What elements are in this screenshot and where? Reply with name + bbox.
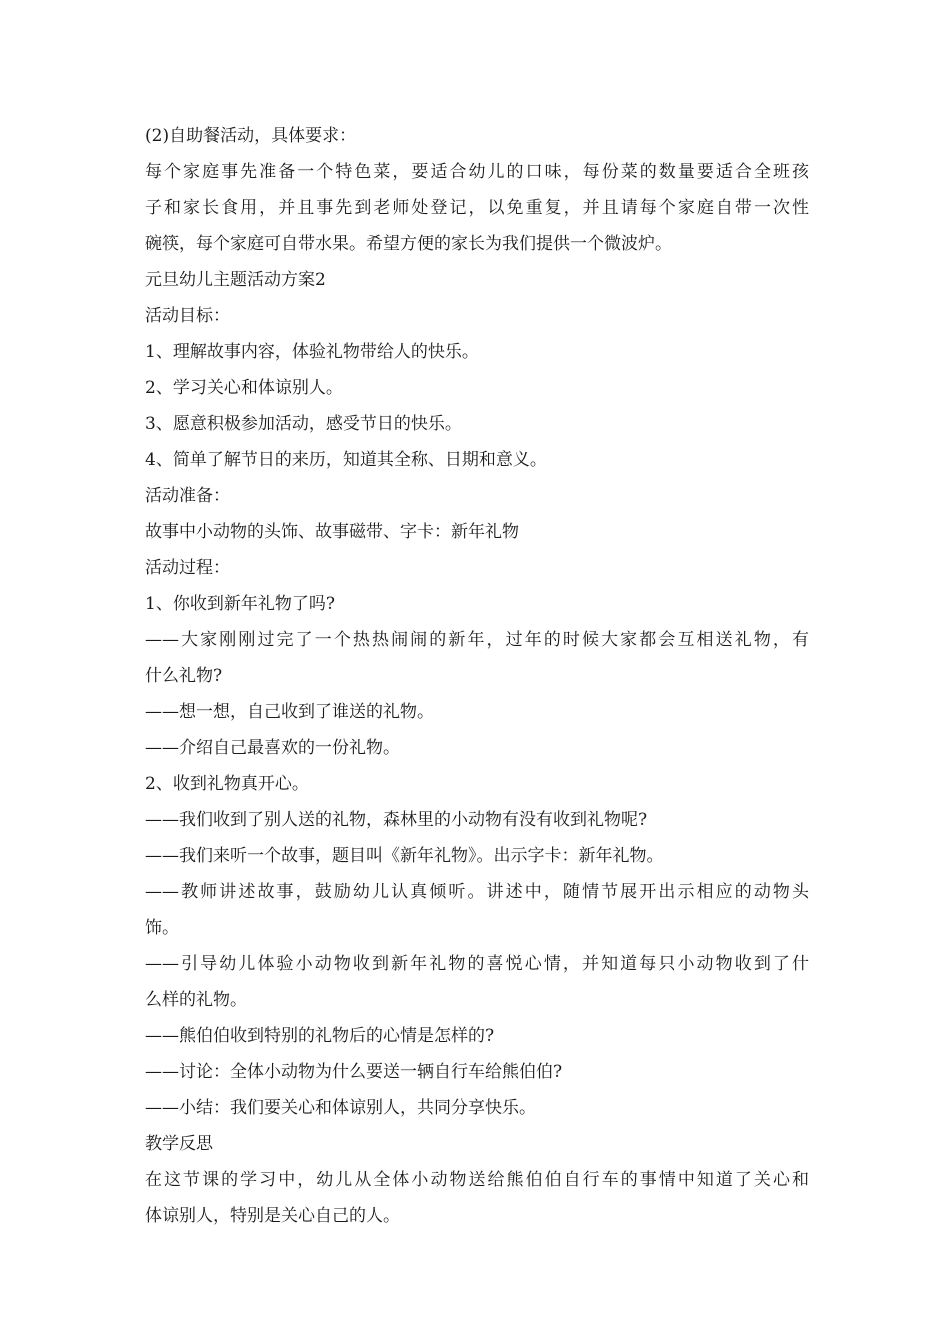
- text-line: 体谅别人，特别是关心自己的人。: [145, 1206, 400, 1226]
- text-line: 活动过程：: [145, 558, 230, 578]
- text-line: ——我们来听一个故事，题目叫《新年礼物》。出示字卡：新年礼物。: [145, 846, 664, 866]
- text-line: 故事中小动物的头饰、故事磁带、字卡：新年礼物: [145, 522, 519, 542]
- text-line: 4、简单了解节日的来历，知道其全称、日期和意义。: [145, 450, 547, 470]
- text-line: 1、理解故事内容，体验礼物带给人的快乐。: [145, 342, 479, 362]
- text-line: 什么礼物?: [145, 666, 223, 686]
- document-body: [145, 118, 809, 1234]
- text-line: 每个家庭事先准备一个特色菜，要适合幼儿的口味，每份菜的数量要适合全班孩: [145, 162, 809, 182]
- text-line: ——我们收到了别人送的礼物，森林里的小动物有没有收到礼物呢?: [145, 810, 648, 830]
- text-line: 活动准备：: [145, 486, 230, 506]
- text-line: 么样的礼物。: [145, 990, 247, 1010]
- text-line: ——大家刚刚过完了一个热热闹闹的新年，过年的时候大家都会互相送礼物，有: [145, 630, 809, 650]
- text-line: ——熊伯伯收到特别的礼物后的心情是怎样的?: [145, 1026, 495, 1046]
- text-line: 在这节课的学习中，幼儿从全体小动物送给熊伯伯自行车的事情中知道了关心和: [145, 1170, 809, 1190]
- text-line: ——想一想，自己收到了谁送的礼物。: [145, 702, 434, 722]
- text-line: 饰。: [145, 918, 179, 938]
- text-line: 活动目标：: [145, 306, 230, 326]
- text-line: 元旦幼儿主题活动方案2: [145, 270, 326, 290]
- text-line: 2、收到礼物真开心。: [145, 774, 309, 794]
- text-line: (2)自助餐活动，具体要求：: [145, 126, 357, 146]
- text-line: 教学反思: [145, 1134, 213, 1154]
- text-line: ——引导幼儿体验小动物收到新年礼物的喜悦心情，并知道每只小动物收到了什: [145, 954, 809, 974]
- text-line: 1、你收到新年礼物了吗?: [145, 594, 335, 614]
- text-line: ——介绍自己最喜欢的一份礼物。: [145, 738, 400, 758]
- text-line: ——小结：我们要关心和体谅别人，共同分享快乐。: [145, 1098, 536, 1118]
- text-line: ——教师讲述故事，鼓励幼儿认真倾听。讲述中，随情节展开出示相应的动物头: [145, 882, 809, 902]
- text-line: 3、愿意积极参加活动，感受节日的快乐。: [145, 414, 462, 434]
- text-line: 子和家长食用，并且事先到老师处登记，以免重复，并且请每个家庭自带一次性: [145, 198, 809, 218]
- text-line: 2、学习关心和体谅别人。: [145, 378, 343, 398]
- text-line: ——讨论：全体小动物为什么要送一辆自行车给熊伯伯?: [145, 1062, 563, 1082]
- text-line: 碗筷，每个家庭可自带水果。希望方便的家长为我们提供一个微波炉。: [145, 234, 672, 254]
